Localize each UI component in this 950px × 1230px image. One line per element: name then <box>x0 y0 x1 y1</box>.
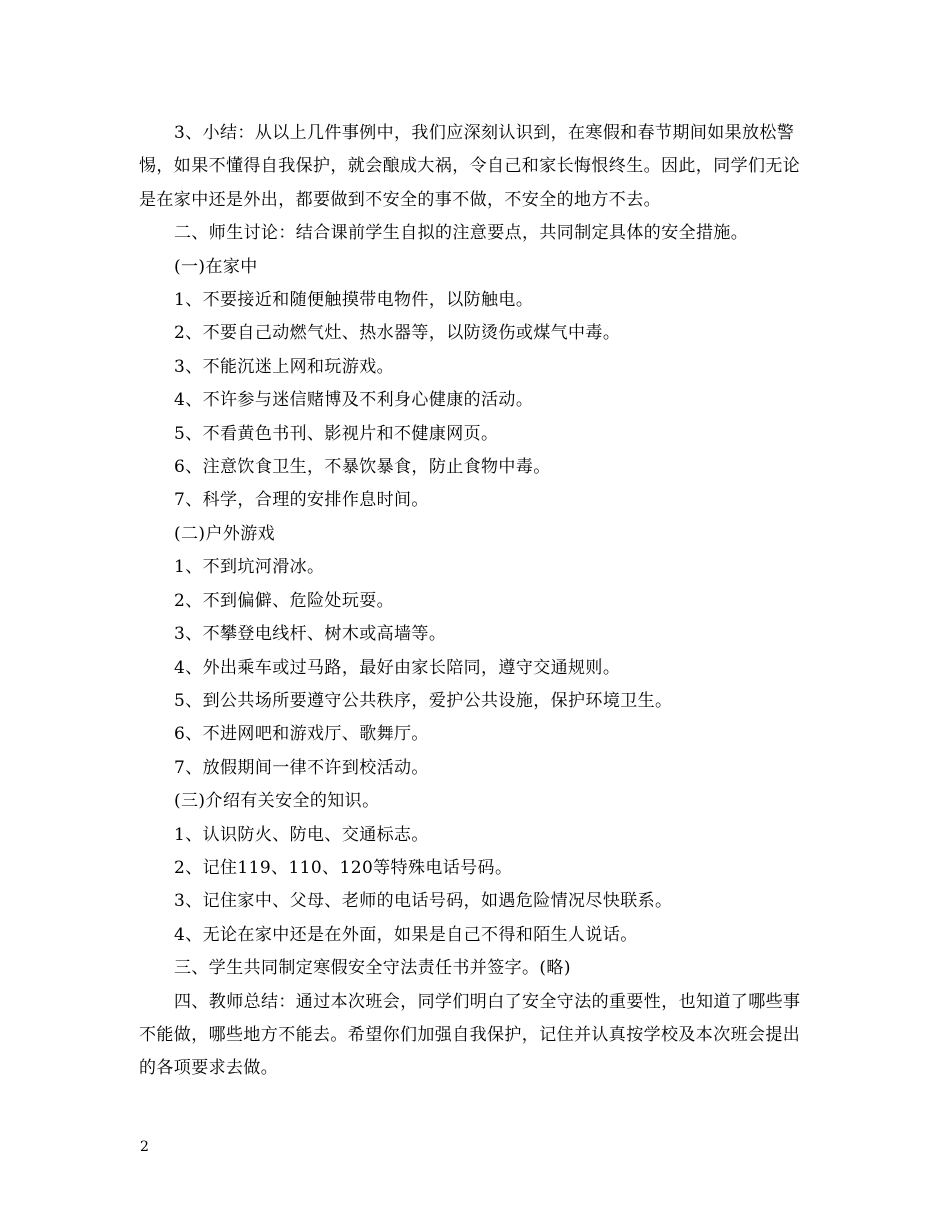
page-content <box>139 117 815 1086</box>
list-item: 5、不看黄色书刊、影视片和不健康网页。 <box>174 423 499 444</box>
list-item: 7、放假期间一律不许到校活动。 <box>174 757 429 778</box>
page-number: 2 <box>140 1139 149 1155</box>
list-item: 3、记住家中、父母、老师的电话号码，如遇危险情况尽快联系。 <box>174 891 673 912</box>
section-heading-outdoor: (二)户外游戏 <box>174 523 276 544</box>
list-item: 4、不许参与迷信赌博及不利身心健康的活动。 <box>174 390 534 411</box>
section-heading-at-home: (一)在家中 <box>174 256 258 277</box>
list-item: 1、不到坑河滑冰。 <box>174 557 325 578</box>
section-heading-safety-knowledge: (三)介绍有关安全的知识。 <box>174 791 380 812</box>
list-item: 2、不到偏僻、危险处玩耍。 <box>174 590 395 611</box>
list-item: 2、记住119、110、120等特殊电话号码。 <box>174 857 513 878</box>
list-item: 4、外出乘车或过马路，最好由家长陪同，遵守交通规则。 <box>174 657 621 678</box>
list-item: 4、无论在家中还是在外面，如果是自己不得和陌生人说话。 <box>174 924 638 945</box>
discussion-heading: 二、师生讨论：结合课前学生自拟的注意要点，共同制定具体的安全措施。 <box>174 223 749 244</box>
list-item: 1、不要接近和随便触摸带电物件，以防触电。 <box>174 290 534 311</box>
list-item: 3、不攀登电线杆、树木或高墙等。 <box>174 624 447 645</box>
teacher-summary-paragraph: 四、教师总结：通过本次班会，同学们明白了安全守法的重要性，也知道了哪些事不能做，哪些地方不能去。希望你们加强自我保护，记住并认真按学校及本次班会提出的各项要求去做。 <box>139 991 801 1079</box>
list-item: 7、科学，合理的安排作息时间。 <box>174 490 429 511</box>
list-item: 1、认识防火、防电、交通标志。 <box>174 824 429 845</box>
list-item: 2、不要自己动燃气灶、热水器等，以防烫伤或煤气中毒。 <box>174 323 621 344</box>
list-item: 5、到公共场所要遵守公共秩序，爱护公共设施，保护环境卫生。 <box>174 690 673 711</box>
summary-paragraph: 3、小结：从以上几件事例中，我们应深刻认识到，在寒假和春节期间如果放松警惕，如果不懂得自我保护，就会酿成大祸，令自己和家长悔恨终生。因此，同学们无论是在家中还是外出，都要做到不安全的事不做，不安全的地方不去。 <box>139 123 801 210</box>
list-item: 6、不进网吧和游戏厅、歌舞厅。 <box>174 724 429 745</box>
list-item: 6、注意饮食卫生，不暴饮暴食，防止食物中毒。 <box>174 457 551 478</box>
responsibility-heading: 三、学生共同制定寒假安全守法责任书并签字。(略) <box>174 958 571 979</box>
list-item: 3、不能沉迷上网和玩游戏。 <box>174 356 395 377</box>
